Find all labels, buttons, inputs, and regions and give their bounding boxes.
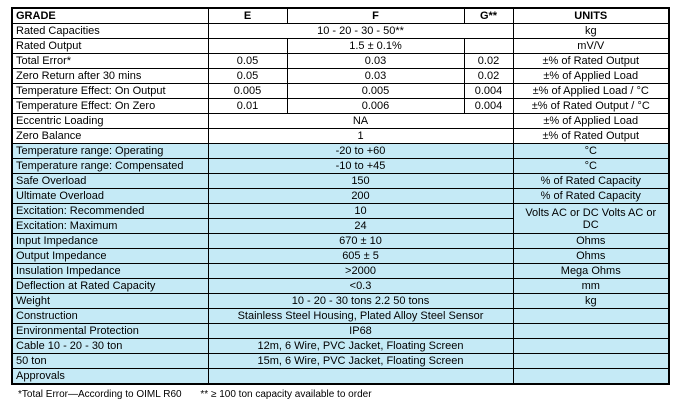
value-cell: 150 (208, 174, 513, 189)
table-row (12, 99, 669, 114)
value-cell: 200 (208, 189, 513, 204)
units-cell: Ohms (513, 249, 669, 264)
row-label-cell: Insulation Impedance (12, 264, 208, 279)
value-cell: 605 ± 5 (208, 249, 513, 264)
row-label-cell: Zero Balance (12, 129, 208, 144)
value-cell: IP68 (208, 324, 513, 339)
value-cell-f: 0.03 (287, 54, 464, 69)
row-label-cell: Total Error* (12, 54, 208, 69)
value-cell: 670 ± 10 (208, 234, 513, 249)
value-cell-e: 0.005 (208, 84, 287, 99)
value-cell-f: 0.03 (287, 69, 464, 84)
column-header-g: G** (464, 8, 513, 24)
value-cell: >2000 (208, 264, 513, 279)
value-cell: NA (208, 114, 513, 129)
units-cell: mm (513, 279, 669, 294)
header-row (12, 8, 669, 24)
value-cell-e: 0.05 (208, 54, 287, 69)
table-row (12, 264, 669, 279)
row-label-cell: Rated Output (12, 39, 208, 54)
row-label-cell: Cable 10 - 20 - 30 ton (12, 339, 208, 354)
row-label-cell: Safe Overload (12, 174, 208, 189)
value-cell: 10 (208, 204, 513, 219)
table-row (12, 114, 669, 129)
table-row (12, 129, 669, 144)
row-label-cell: Rated Capacities (12, 24, 208, 39)
row-label-cell: Excitation: Maximum (12, 219, 208, 234)
table-row (12, 204, 669, 219)
row-label-cell: Excitation: Recommended (12, 204, 208, 219)
row-label-cell: Eccentric Loading (12, 114, 208, 129)
footnotes (11, 389, 675, 401)
table-row (12, 294, 669, 309)
table-row (12, 234, 669, 249)
row-label-cell: Deflection at Rated Capacity (12, 279, 208, 294)
units-cell: % of Rated Capacity (513, 174, 669, 189)
row-label-cell: Temperature Effect: On Zero (12, 99, 208, 114)
spec-table-header (12, 8, 669, 24)
value-cell-g: 0.02 (464, 69, 513, 84)
value-cell: <0.3 (208, 279, 513, 294)
table-row (12, 24, 669, 39)
units-cell: Mega Ohms (513, 264, 669, 279)
footnote-capacity-note: ** ≥ 100 ton capacity available to order (200, 389, 372, 400)
units-cell: ±% of Rated Output (513, 54, 669, 69)
value-cell: 24 (208, 219, 513, 234)
value-cell-e: 0.05 (208, 69, 287, 84)
units-cell: mV/V (513, 39, 669, 54)
row-label-cell: Input Impedance (12, 234, 208, 249)
table-row (12, 159, 669, 174)
column-header-grade: GRADE (12, 8, 208, 24)
value-cell-g: 0.02 (464, 54, 513, 69)
row-label-cell: Construction (12, 309, 208, 324)
row-label-cell: Environmental Protection (12, 324, 208, 339)
units-cell: Volts AC or DC Volts AC or DC (513, 204, 669, 234)
table-row (12, 69, 669, 84)
value-cell-f: 0.005 (287, 84, 464, 99)
value-cell-g: 0.004 (464, 99, 513, 114)
value-cell: 12m, 6 Wire, PVC Jacket, Floating Screen (208, 339, 513, 354)
row-label-cell: Output Impedance (12, 249, 208, 264)
value-cell: -20 to +60 (208, 144, 513, 159)
row-label-cell: 50 ton (12, 354, 208, 369)
footnote-total-error: *Total Error—According to OIML R60 (18, 389, 182, 400)
row-label-cell: Temperature Effect: On Output (12, 84, 208, 99)
table-row (12, 144, 669, 159)
table-row (12, 279, 669, 294)
units-cell: ±% of Applied Load (513, 69, 669, 84)
units-cell: ±% of Applied Load (513, 114, 669, 129)
value-cell-g: 0.004 (464, 84, 513, 99)
units-cell: °C (513, 159, 669, 174)
units-cell: Ohms (513, 234, 669, 249)
row-label-cell: Zero Return after 30 mins (12, 69, 208, 84)
value-cell-f: 1.5 ± 0.1% (287, 39, 464, 54)
units-cell: kg (513, 24, 669, 39)
units-cell: ±% of Rated Output (513, 129, 669, 144)
column-header-f: F (287, 8, 464, 24)
table-row (12, 84, 669, 99)
value-cell (208, 369, 513, 385)
units-cell: ±% of Applied Load / °C (513, 84, 669, 99)
value-cell-g (464, 39, 513, 54)
value-cell: Stainless Steel Housing, Plated Alloy Steel Sensor (208, 309, 513, 324)
table-row (12, 324, 669, 339)
table-row (12, 354, 669, 369)
spec-table-body (12, 24, 669, 385)
value-cell: 10 - 20 - 30 - 50** (208, 24, 513, 39)
value-cell-e (208, 39, 287, 54)
units-cell (513, 324, 669, 339)
table-row (12, 189, 669, 204)
value-cell-f: 0.006 (287, 99, 464, 114)
row-label-cell: Temperature range: Operating (12, 144, 208, 159)
table-row (12, 174, 669, 189)
column-header-e: E (208, 8, 287, 24)
units-cell (513, 354, 669, 369)
value-cell: 1 (208, 129, 513, 144)
value-cell-e: 0.01 (208, 99, 287, 114)
column-header-units: UNITS (513, 8, 669, 24)
spec-table (11, 7, 670, 385)
table-row (12, 309, 669, 324)
units-cell (513, 309, 669, 324)
units-cell: °C (513, 144, 669, 159)
table-row (12, 369, 669, 385)
row-label-cell: Approvals (12, 369, 208, 385)
row-label-cell: Weight (12, 294, 208, 309)
units-cell: kg (513, 294, 669, 309)
value-cell: -10 to +45 (208, 159, 513, 174)
units-cell: ±% of Rated Output / °C (513, 99, 669, 114)
value-cell: 10 - 20 - 30 tons 2.2 50 tons (208, 294, 513, 309)
row-label-cell: Ultimate Overload (12, 189, 208, 204)
value-cell: 15m, 6 Wire, PVC Jacket, Floating Screen (208, 354, 513, 369)
units-cell (513, 369, 669, 385)
table-row (12, 249, 669, 264)
units-cell: % of Rated Capacity (513, 189, 669, 204)
table-row (12, 339, 669, 354)
table-row (12, 54, 669, 69)
units-cell (513, 339, 669, 354)
table-row (12, 39, 669, 54)
row-label-cell: Temperature range: Compensated (12, 159, 208, 174)
